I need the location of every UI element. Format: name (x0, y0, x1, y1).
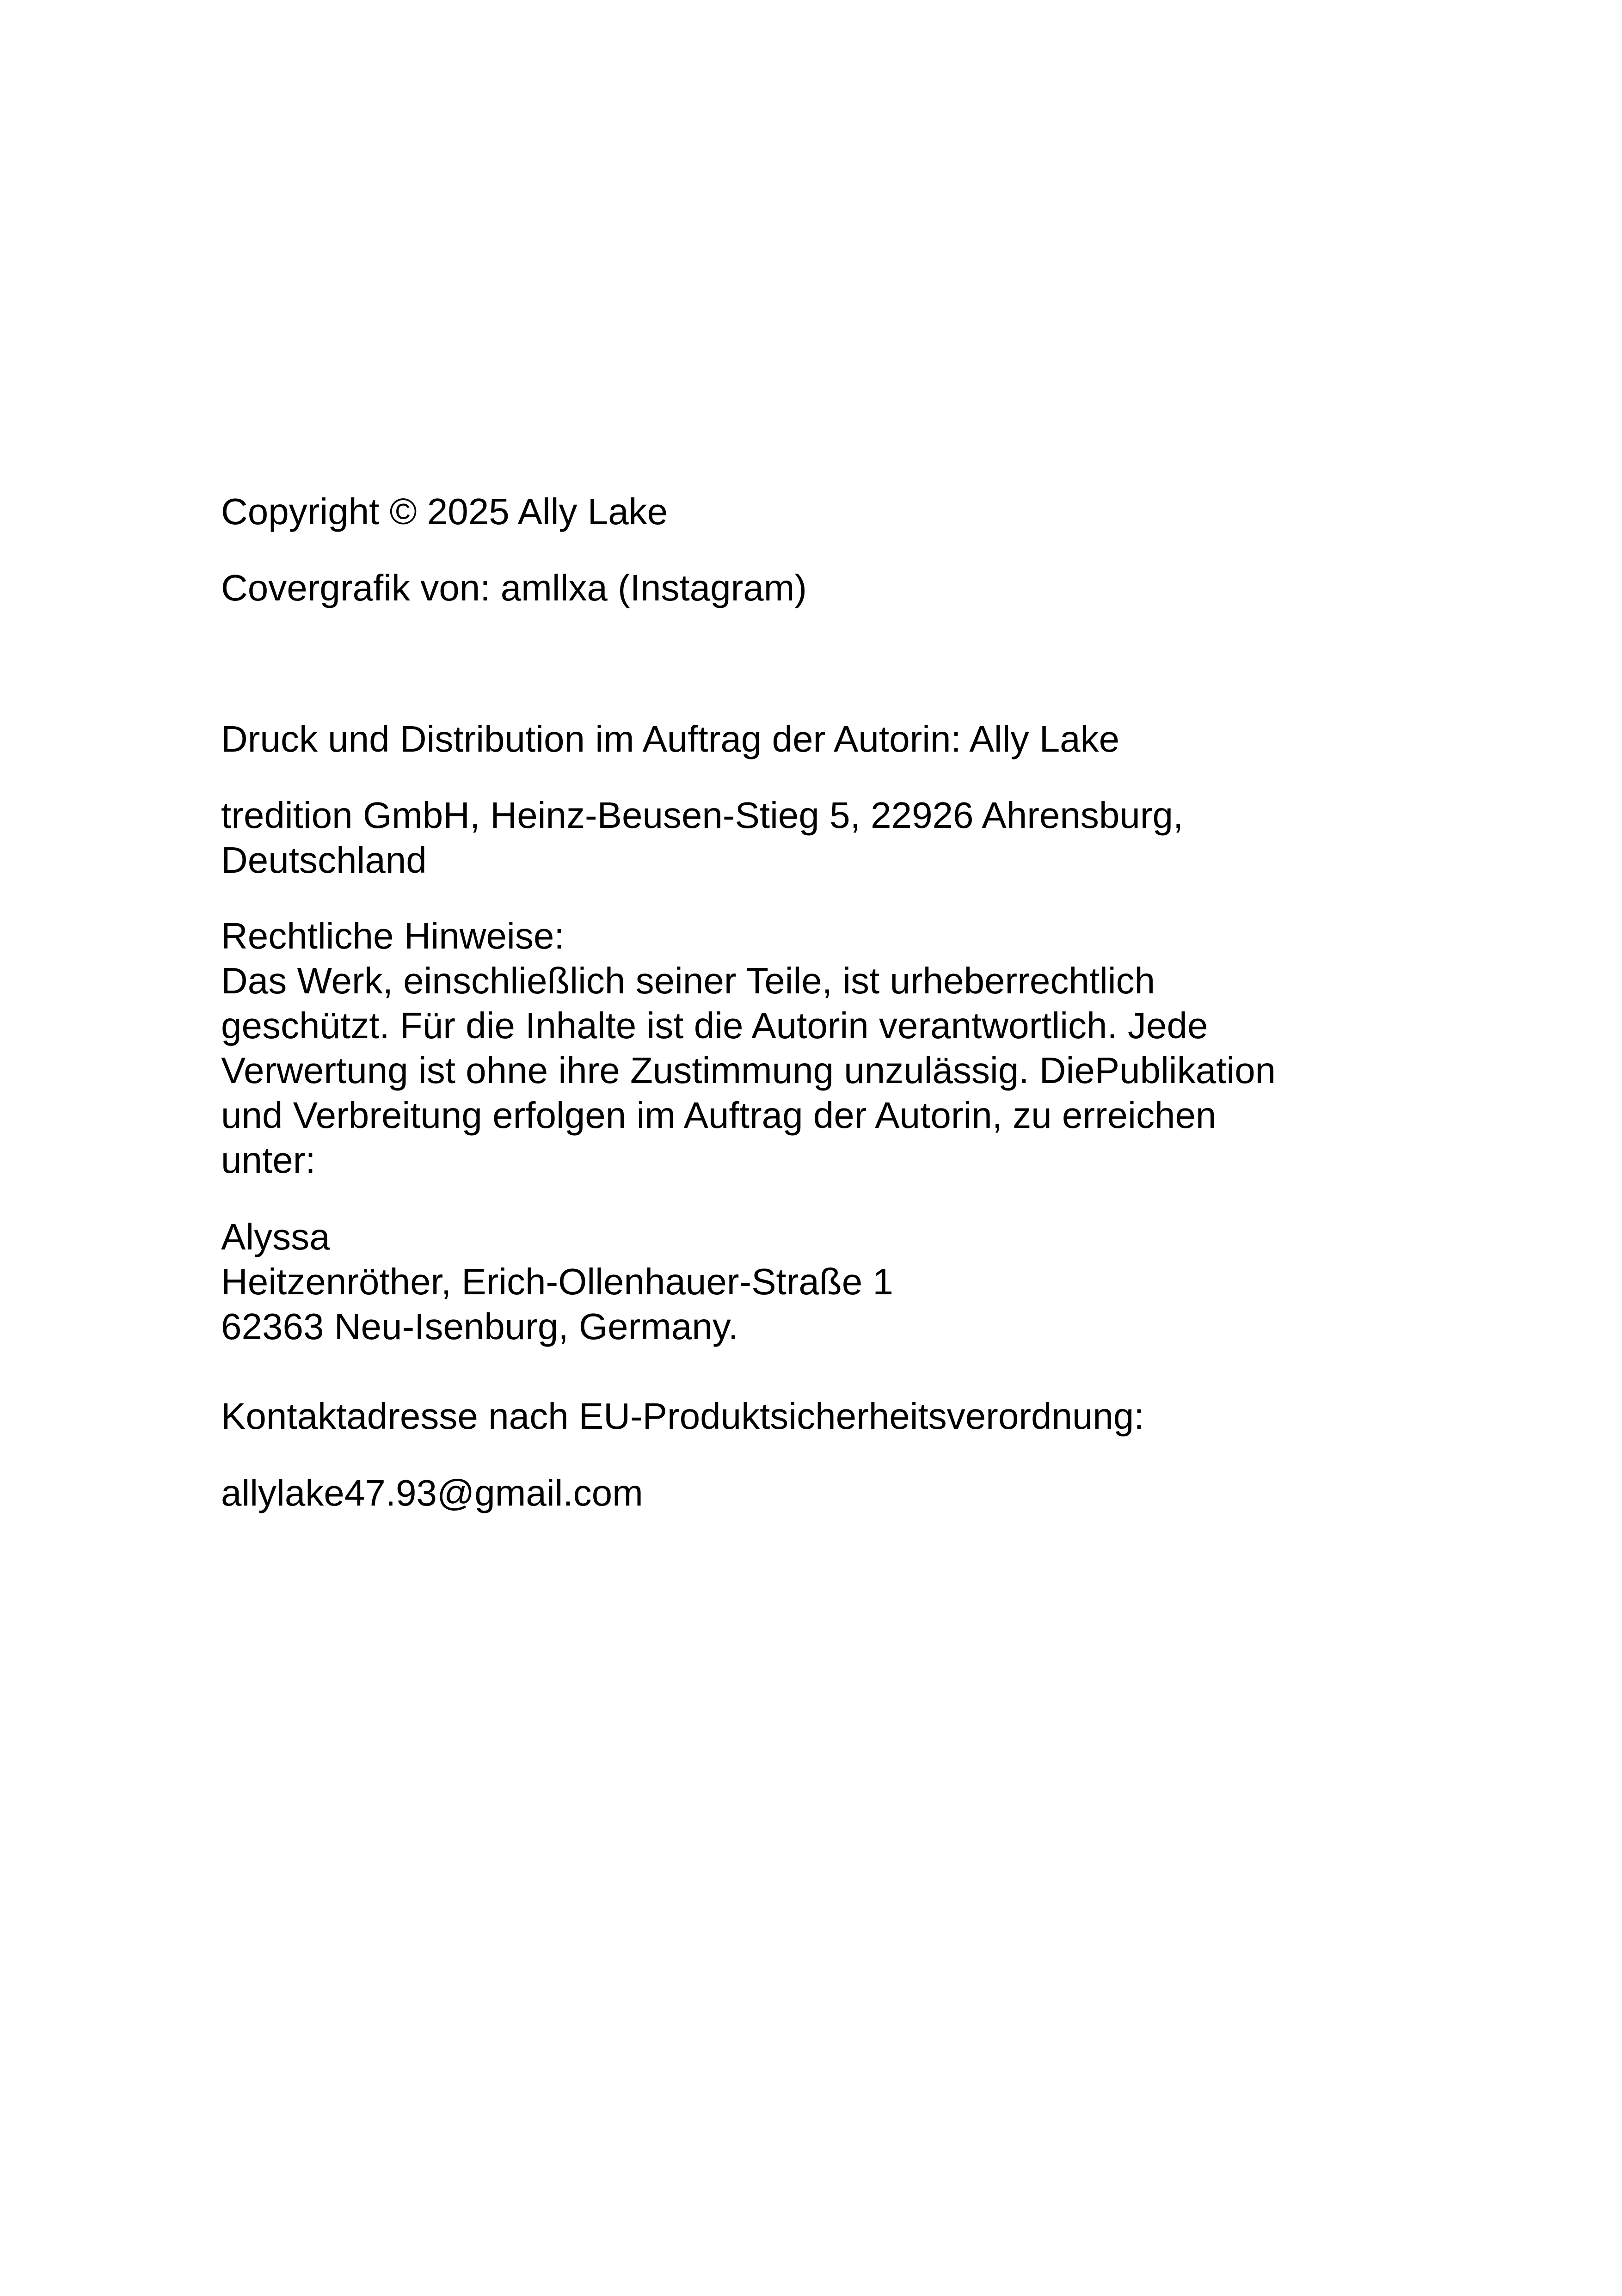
contact-heading: Kontaktadresse nach EU-Produktsicherheitsverordnung: (221, 1396, 1144, 1437)
legal-notice-line-5: unter: (221, 1139, 316, 1181)
legal-notice-line-4: und Verbreitung erfolgen im Auftrag der Autorin, zu erreichen (221, 1095, 1216, 1136)
publisher-address-line-1: tredition GmbH, Heinz-Beusen-Stieg 5, 22926 Ahrensburg, (221, 795, 1184, 836)
cover-credit-line: Covergrafik von: amllxa (Instagram) (221, 567, 807, 608)
author-address-line-1: Alyssa (221, 1216, 330, 1257)
legal-notice-line-2: geschützt. Für die Inhalte ist die Autorin verantwortlich. Jede (221, 1005, 1208, 1046)
legal-notice-line-3: Verwertung ist ohne ihre Zustimmung unzulässig. DiePublikation (221, 1050, 1276, 1091)
author-address-line-3: 62363 Neu-Isenburg, Germany. (221, 1306, 739, 1347)
print-distribution-line: Druck und Distribution im Auftrag der Autorin: Ally Lake (221, 718, 1120, 759)
legal-notice-line-1: Das Werk, einschließlich seiner Teile, ist urheberrechtlich (221, 960, 1155, 1001)
copyright-line: Copyright © 2025 Ally Lake (221, 491, 668, 532)
publisher-address-line-2: Deutschland (221, 839, 427, 881)
author-address-line-2: Heitzenröther, Erich-Ollenhauer-Straße 1 (221, 1261, 893, 1302)
legal-notice-heading: Rechtliche Hinweise: (221, 915, 565, 956)
contact-email: allylake47.93@gmail.com (221, 1472, 643, 1513)
